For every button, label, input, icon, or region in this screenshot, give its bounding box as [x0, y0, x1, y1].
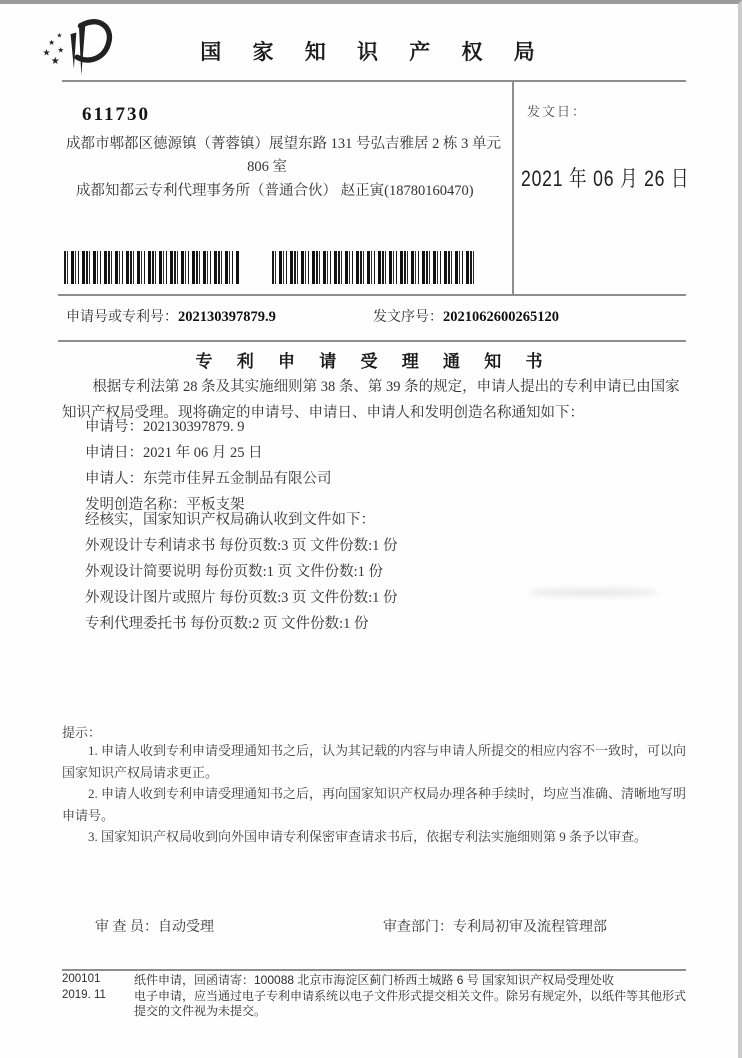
examiner-value: 自动受理	[158, 920, 214, 935]
dispatch-date-value: 2021 年 06 月 26 日	[521, 166, 690, 191]
recipient-address-line1: 成都市郫都区德源镇（菁蓉镇）展望东路 131 号弘吉雅居 2 栋 3 单元	[66, 136, 501, 152]
document-item: 专利代理委托书 每份页数:2 页 文件份数:1 份	[85, 616, 369, 632]
department-row	[383, 916, 607, 936]
logo-star-icon: ★	[57, 45, 65, 55]
logo-star-icon: ★	[48, 37, 55, 47]
examiner-label: 审 查 员：	[95, 920, 158, 935]
numbers-row-bottom-divider	[58, 340, 686, 342]
field-label: 发明创造名称：	[85, 497, 187, 513]
dispatch-date-label: 发文日：	[527, 104, 588, 119]
footer-note-paper: 纸件申请，回函请寄：100088 北京市海淀区蓟门桥西土城路 6 号 国家知识产权局受理处收	[134, 973, 615, 987]
logo-star-icon: ★	[56, 32, 63, 40]
application-number-label: 申请号或专利号：	[66, 310, 178, 325]
field-applicant	[85, 466, 332, 492]
tip-item: 3. 国家知识产权局收到向外国申请专利保密审查请求书后，依据专利法实施细则第 9 条予以审查。	[88, 829, 648, 844]
field-value: 202130397879. 9	[143, 419, 245, 435]
serial-number-value: 2021062600265120	[443, 309, 559, 325]
tips-list	[62, 740, 692, 848]
footer-divider	[62, 969, 686, 971]
field-label: 申请人：	[85, 471, 143, 487]
notice-title: 专 利 申 请 受 理 通 知 书	[195, 352, 553, 371]
field-value: 东莞市佳昇五金制品有限公司	[143, 471, 332, 487]
footer-notes	[134, 973, 696, 1020]
notice-intro-paragraph: 根据专利法第 28 条及其实施细则第 38 条、第 39 条的规定，申请人提出的专利申请已由国家知识产权局受理。现将确定的申请号、申请日、申请人和发明创造名称通知如下：	[62, 379, 680, 421]
application-number-value: 202130397879.9	[178, 309, 276, 325]
numbers-row-top-divider	[58, 294, 686, 296]
form-code: 200101	[62, 973, 101, 985]
confirm-line: 经核实，国家知识产权局确认收到文件如下：	[85, 512, 375, 528]
application-number-row	[66, 306, 276, 326]
field-value: 平板支架	[186, 497, 245, 513]
scan-artifact	[528, 588, 658, 597]
application-fields	[85, 414, 332, 518]
dispatch-box-divider	[512, 80, 514, 296]
header-divider	[62, 80, 686, 82]
footer-note-electronic: 电子申请，应当通过电子专利申请系统以电子文件形式提交相关文件。除另有规定外，以纸件等其他形式提交的文件视为未提交。	[134, 988, 687, 1018]
field-filing-date	[85, 440, 332, 466]
department-label: 审查部门：	[383, 920, 453, 935]
serial-number-label: 发文序号：	[373, 310, 443, 325]
serial-number-row	[373, 306, 559, 326]
examiner-row	[95, 916, 214, 936]
field-value: 2021 年 06 月 25 日	[143, 445, 263, 461]
recipient-address-line2: 806 室	[247, 159, 287, 175]
barcode-right	[272, 251, 476, 284]
agency-title: 国 家 知 识 产 权 局	[200, 40, 548, 64]
form-version-date: 2019. 11	[62, 989, 106, 1001]
tips-heading: 提示：	[62, 725, 102, 740]
field-label: 申请日：	[85, 445, 143, 461]
tip-item: 1. 申请人收到专利申请受理通知书之后，认为其记载的内容与申请人所提交的相应内容不一致时，可以向国家知识产权局请求更正。	[62, 743, 687, 780]
department-value: 专利局初审及流程管理部	[453, 920, 607, 935]
field-application-number	[85, 414, 332, 440]
tip-item: 2. 申请人收到专利申请受理通知书之后，再向国家知识产权局办理各种手续时，均应当准确、清晰地写明申请号。	[62, 786, 687, 823]
document-item: 外观设计简要说明 每份页数:1 页 文件份数:1 份	[85, 564, 384, 580]
field-label: 申请号：	[85, 419, 143, 435]
logo-star-icon: ★	[42, 47, 51, 58]
recipient-agency-line: 成都知都云专利代理事务所（普通合伙） 赵正寅(18780160470)	[76, 183, 474, 199]
received-documents	[85, 507, 398, 637]
logo-star-icon: ★	[50, 55, 60, 67]
document-item: 外观设计图片或照片 每份页数:3 页 文件份数:1 份	[85, 590, 398, 606]
postal-code: 611730	[82, 104, 150, 125]
document-item: 外观设计专利请求书 每份页数:3 页 文件份数:1 份	[85, 538, 398, 554]
barcode-left	[64, 251, 240, 284]
